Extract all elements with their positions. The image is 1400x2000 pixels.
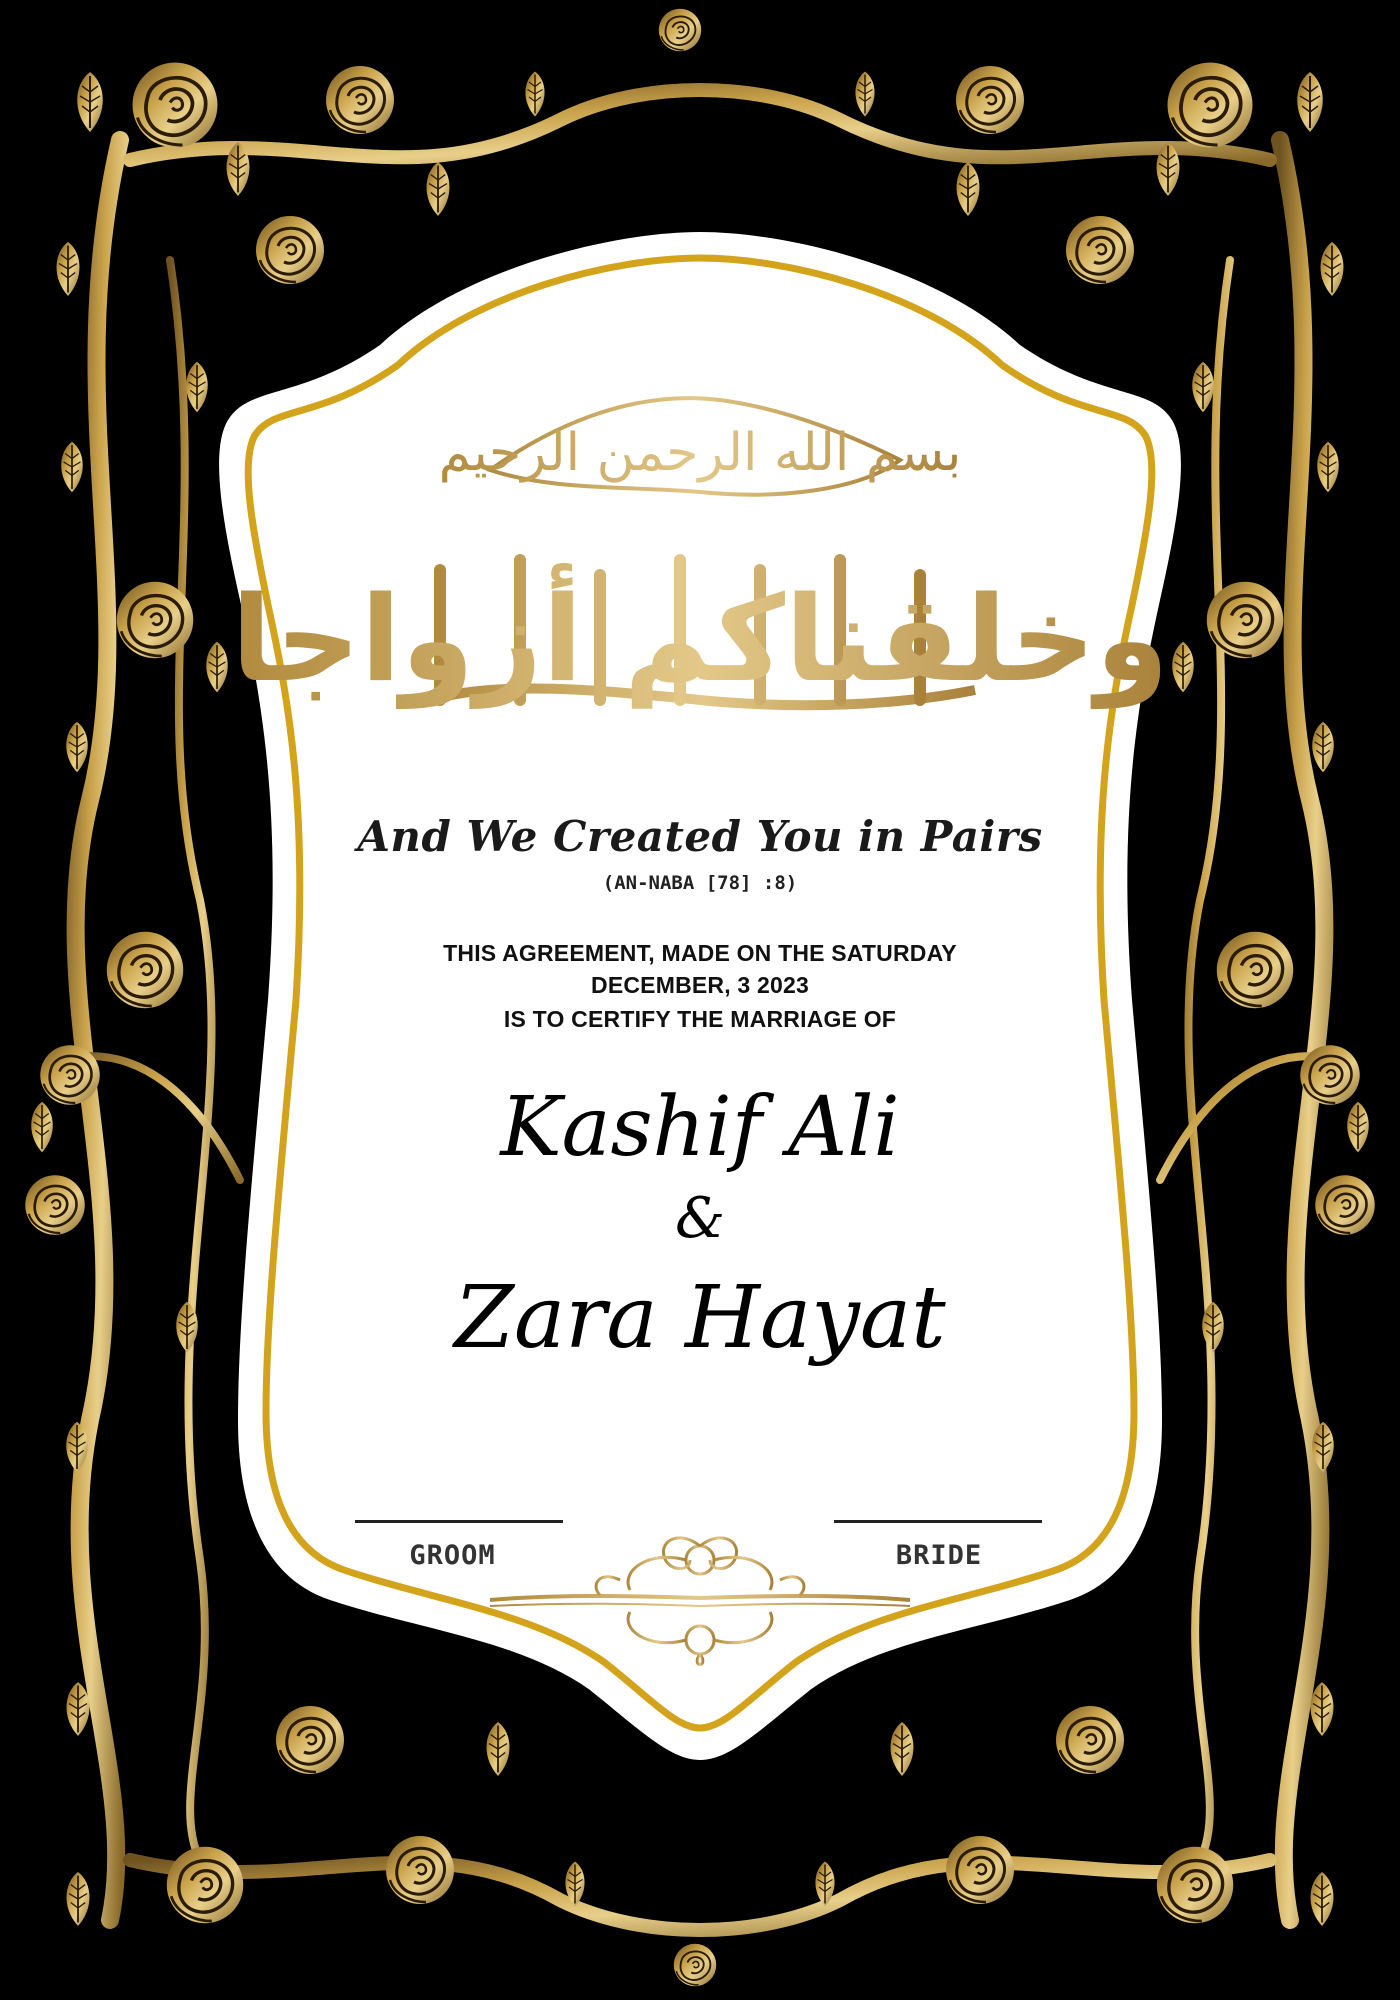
agreement-text-line-3: IS TO CERTIFY THE MARRIAGE OF bbox=[503, 1006, 897, 1032]
groom-signature-line bbox=[355, 1520, 563, 1523]
groom-label: GROOM bbox=[409, 1540, 496, 1571]
groom-name: Kashif Ali bbox=[500, 1080, 900, 1175]
agreement-text-line-1: THIS AGREEMENT, MADE ON THE SATURDAY bbox=[443, 940, 957, 966]
bride-name: Zara Hayat bbox=[454, 1268, 946, 1368]
svg-text:بسم الله الرحمن الرحيم: بسم الله الرحمن الرحيم bbox=[438, 423, 962, 483]
svg-text:وخلقناكم أزواجا: وخلقناكم أزواجا bbox=[231, 570, 1169, 708]
verse-calligraphy-icon bbox=[231, 560, 1169, 709]
agreement-date: DECEMBER, 3 2023 bbox=[591, 972, 809, 998]
bride-signature-line bbox=[834, 1520, 1042, 1523]
bride-label: BRIDE bbox=[895, 1540, 983, 1571]
ampersand: & bbox=[675, 1186, 725, 1251]
tagline: And We Created You in Pairs bbox=[357, 812, 1043, 861]
verse-citation: (AN-NABA [78] :8) bbox=[602, 872, 798, 894]
